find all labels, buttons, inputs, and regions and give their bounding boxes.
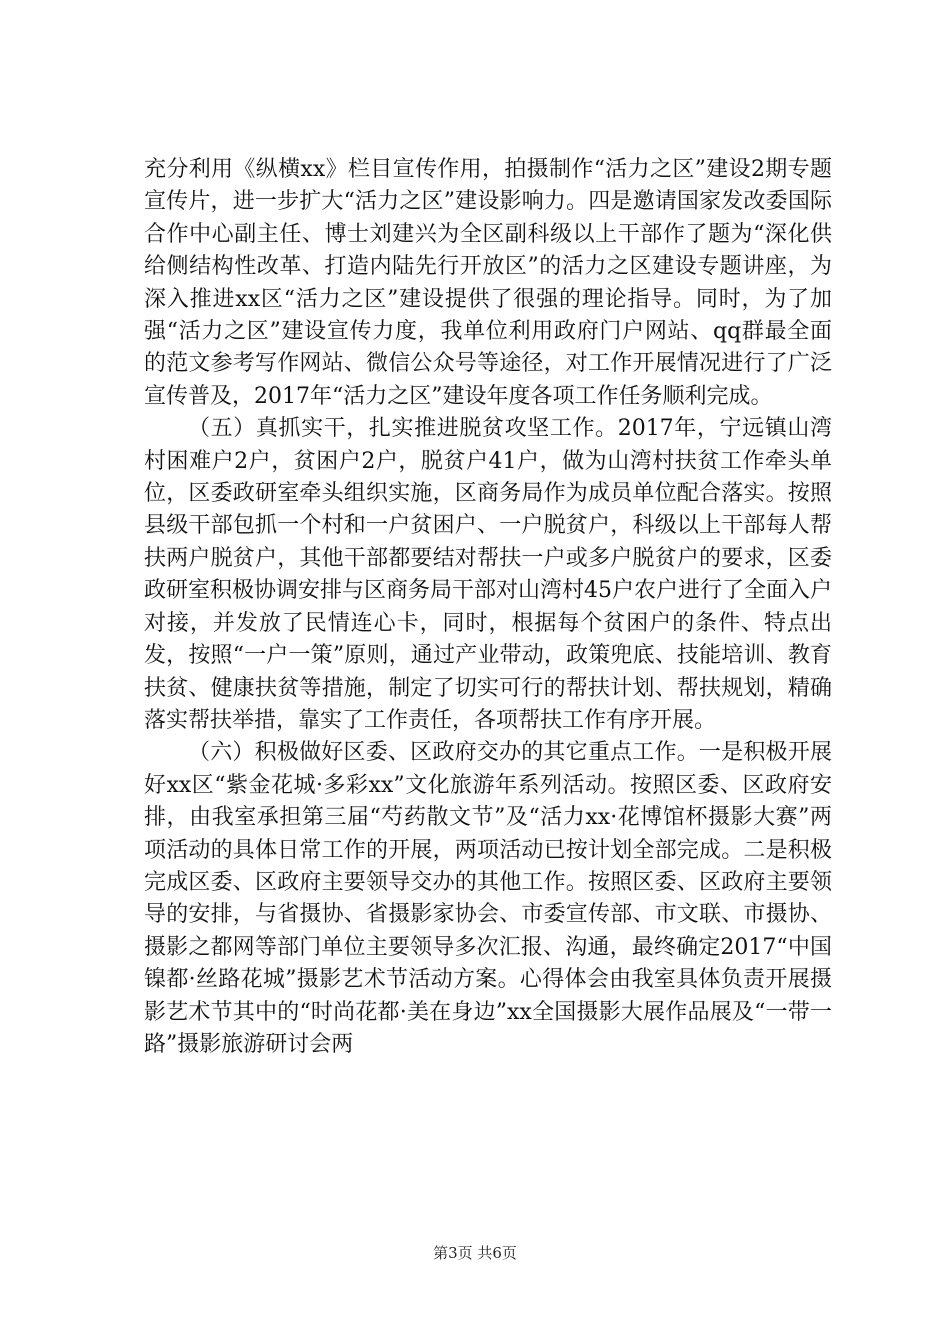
page-number-footer: 第3页 共6页 xyxy=(433,1244,517,1262)
paragraph-2: （五）真抓实干，扎实推进脱贫攻坚工作。2017年，宁远镇山湾村困难户2户，贫困户2户，脱贫户41户，做为山湾村扶贫工作牵头单位，区委政研室牵头组织实施，区商务局作为成员单位配合落实。按照县级干部包抓一个村和一户贫困户、一户脱贫户，科级以上干部每人帮扶两户脱贫户，其他干部都要结对帮扶一户或多户脱贫户的要求，区委政研室积极协调安排与区商务局干部对山湾村45户农户进行了全面入户对接，并发放了民情连心卡，同时，根据每个贫困户的条件、特点出发，按照“一户一策”原则，通过产业带动，政策兜底、技能培训、教育扶贫、健康扶贫等措施，制定了切实可行的帮扶计划、帮扶规划，精确落实帮扶举措，靠实了工作责任，各项帮扶工作有序开展。 xyxy=(144,416,832,733)
document-body xyxy=(144,154,832,1061)
paragraph-3: （六）积极做好区委、区政府交办的其它重点工作。一是积极开展好xx区“紫金花城·多彩xx”文化旅游年系列活动。按照区委、区政府安排，由我室承担第三届“芍药散文节”及“活力xx·花博馆杯摄影大赛”两项活动的具体日常工作的开展，两项活动已按计划全部完成。二是积极完成区委、区政府主要领导交办的其他工作。按照区委、区政府主要领导的安排，与省摄协、省摄影家协会、市委宣传部、市文联、市摄协、摄影之都网等部门单位主要领导多次汇报、沟通，最终确定2017“中国镍都·丝路花城”摄影艺术节活动方案。心得体会由我室具体负责开展摄影艺术节其中的“时尚花都·美在身边”xx全国摄影大展作品展及“一带一路”摄影旅游研讨会两 xyxy=(144,740,832,1057)
paragraph-1: 充分利用《纵横xx》栏目宣传作用，拍摄制作“活力之区”建设2期专题宣传片，进一步扩大“活力之区”建设影响力。四是邀请国家发改委国际合作中心副主任、博士刘建兴为全区副科级以上干部作了题为“深化供给侧结构性改革、打造内陆先行开放区”的活力之区建设专题讲座，为深入推进xx区“活力之区”建设提供了很强的理论指导。同时，为了加强“活力之区”建设宣传力度，我单位利用政府门户网站、qq群最全面的范文参考写作网站、微信公众号等途径，对工作开展情况进行了广泛宣传普及，2017年“活力之区”建设年度各项工作任务顺利完成。 xyxy=(144,157,832,409)
